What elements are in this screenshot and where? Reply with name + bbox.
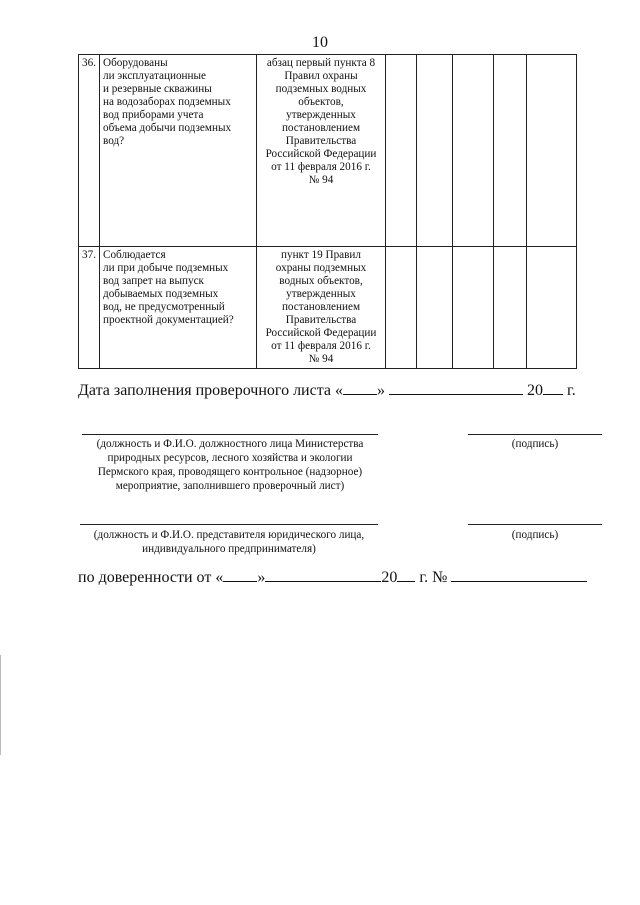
note-cell[interactable] — [527, 247, 577, 369]
page-number: 10 — [312, 34, 328, 51]
caption-line: (должность и Ф.И.О. должностного лица Министерства — [96, 438, 364, 450]
reference-line: № 94 — [308, 353, 334, 365]
proxy-month-field[interactable] — [265, 567, 381, 582]
fill-date-year-prefix: 20 — [527, 382, 544, 399]
question-line: вод приборами учета — [103, 109, 204, 121]
proxy-year-field[interactable] — [397, 567, 415, 582]
proxy-label: по доверенности от « — [78, 569, 224, 586]
representative-name-field[interactable] — [80, 524, 378, 525]
reference-line: абзац первый пункта 8 — [266, 57, 376, 69]
answer-not-applicable-cell[interactable] — [453, 247, 494, 369]
question-line: добываемых подземных — [103, 288, 219, 300]
reference-line: Правительства — [285, 314, 357, 326]
answer-no-cell[interactable] — [417, 247, 453, 369]
proxy-line — [78, 567, 587, 587]
proxy-year-suffix: г. № — [419, 569, 448, 586]
caption-line: (должность и Ф.И.О. представителя юридического лица, — [93, 529, 365, 541]
question-line: вод? — [103, 135, 125, 147]
proxy-year-prefix: 20 — [381, 569, 398, 586]
reference-line: от 11 февраля 2016 г. — [271, 161, 371, 173]
question-line: Соблюдается — [103, 249, 166, 261]
proxy-close-quote: » — [257, 569, 266, 586]
fill-date-year-field[interactable] — [543, 380, 563, 395]
question-line: на водозаборах подземных — [103, 96, 231, 108]
table-row — [79, 55, 577, 247]
question-line: вод, не предусмотренный — [103, 301, 225, 313]
proxy-number-field[interactable] — [451, 567, 587, 582]
answer-yes-cell[interactable] — [386, 247, 417, 369]
question-line: вод запрет на выпуск — [103, 275, 204, 287]
answer-extra-cell[interactable] — [494, 55, 527, 247]
reference-cell — [257, 247, 386, 369]
fill-date-label: Дата заполнения проверочного листа « — [78, 382, 344, 399]
question-line: проектной документацией? — [103, 314, 234, 326]
reference-line: Российской Федерации — [265, 327, 377, 339]
caption-line: природных ресурсов, лесного хозяйства и экологии — [107, 452, 353, 464]
answer-extra-cell[interactable] — [494, 247, 527, 369]
scan-edge-mark — [0, 655, 1, 755]
official-caption — [82, 437, 378, 493]
proxy-day-field[interactable] — [223, 567, 257, 582]
reference-line: утвержденных — [286, 288, 356, 300]
reference-line: от 11 февраля 2016 г. — [271, 340, 371, 352]
reference-line: пункт 19 Правил — [280, 249, 362, 261]
caption-line: мероприятие, заполнившего проверочный лист) — [115, 480, 345, 492]
answer-not-applicable-cell[interactable] — [453, 55, 494, 247]
reference-line: постановлением — [281, 122, 361, 134]
official-name-field[interactable] — [82, 434, 378, 435]
question-line: Оборудованы — [103, 57, 168, 69]
checklist-table — [78, 54, 577, 369]
reference-line: Российской Федерации — [265, 148, 377, 160]
row-number: 37. — [79, 247, 100, 369]
official-signature-caption: (подпись) — [511, 438, 559, 450]
fill-date-day-field[interactable] — [343, 380, 377, 395]
reference-line: Правительства — [285, 135, 357, 147]
caption-line: индивидуального предпринимателя) — [142, 543, 316, 555]
reference-line: водных объектов, — [279, 275, 363, 287]
question-line: и резервные скважины — [103, 83, 212, 95]
caption-line: Пермского края, проводящего контрольное (надзорное) — [97, 466, 363, 478]
reference-line: утвержденных — [286, 109, 356, 121]
reference-line: № 94 — [308, 174, 334, 186]
fill-date-close-quote: » — [377, 382, 386, 399]
answer-no-cell[interactable] — [417, 55, 453, 247]
reference-line: Правил охраны — [284, 70, 358, 82]
fill-date-month-field[interactable] — [389, 380, 523, 395]
question-line: объема добычи подземных — [103, 122, 232, 134]
question-cell — [100, 247, 257, 369]
reference-line: постановлением — [281, 301, 361, 313]
answer-yes-cell[interactable] — [386, 55, 417, 247]
representative-caption — [80, 528, 378, 556]
representative-signature-field[interactable] — [468, 524, 602, 525]
note-cell[interactable] — [527, 55, 577, 247]
representative-signature-caption: (подпись) — [511, 529, 559, 541]
official-signature-field[interactable] — [468, 434, 602, 435]
question-cell — [100, 55, 257, 247]
reference-line: подземных водных — [275, 83, 367, 95]
row-number: 36. — [79, 55, 100, 247]
reference-line: охраны подземных — [275, 262, 367, 274]
question-line: ли эксплуатационные — [103, 70, 206, 82]
fill-date-line — [78, 380, 576, 400]
question-line: ли при добыче подземных — [103, 262, 229, 274]
reference-line: объектов, — [298, 96, 344, 108]
table-row — [79, 247, 577, 369]
fill-date-year-suffix: г. — [567, 382, 576, 399]
reference-cell — [257, 55, 386, 247]
